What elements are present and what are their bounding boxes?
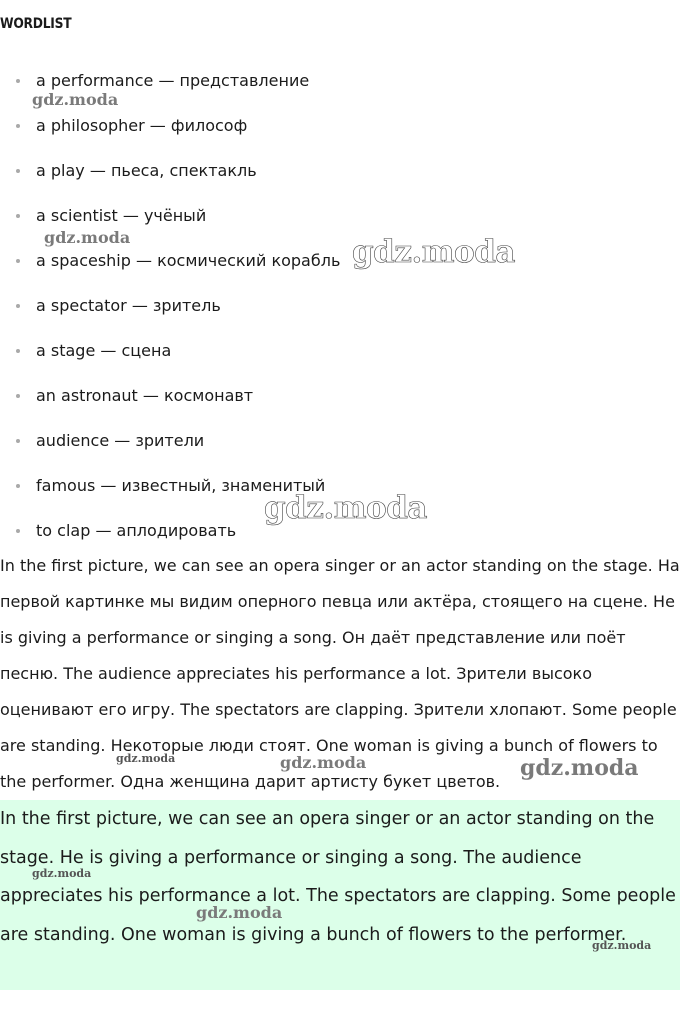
wordlist-item-text: famous — известный, знаменитый <box>36 476 326 495</box>
wordlist-item <box>0 244 680 289</box>
watermark: gdz.moda <box>352 234 515 270</box>
wordlist-item-text: a spaceship — космический корабль <box>36 251 341 270</box>
watermark: gdz.moda <box>32 867 92 880</box>
wordlist-item <box>0 379 680 424</box>
wordlist-item-text: a spectator — зритель <box>36 296 221 315</box>
bullet-icon <box>16 169 20 173</box>
wordlist-item <box>0 64 680 109</box>
watermark: gdz.moda <box>592 939 652 952</box>
wordlist-item-text: an astronaut — космонавт <box>36 386 254 405</box>
bullet-icon <box>16 394 20 398</box>
bullet-icon <box>16 349 20 353</box>
watermark: gdz.moda <box>116 752 176 765</box>
wordlist-item-text: a stage — сцена <box>36 341 172 360</box>
wordlist-item-text: to clap — аплодировать <box>36 521 237 540</box>
wordlist-item-text: a philosopher — философ <box>36 116 248 135</box>
wordlist-heading: WORDLIST <box>0 16 72 32</box>
watermark: gdz.moda <box>264 490 427 526</box>
wordlist-item <box>0 109 680 154</box>
answer-text: In the first picture, we can see an opera singer or an actor standing on the stage. He is giving a performance or singing a song. The audience appreciates his performance a lot. The spectators are clapping. Some people are standing. One woman is giving a bunch of flowers to the performer. <box>0 809 676 945</box>
watermark: gdz.moda <box>280 753 367 772</box>
wordlist-item <box>0 424 680 469</box>
wordlist-item-text: audience — зрители <box>36 431 205 450</box>
wordlist-item-text: a play — пьеса, спектакль <box>36 161 257 180</box>
wordlist-item-text: a scientist — учёный <box>36 206 207 225</box>
wordlist-item <box>0 289 680 334</box>
wordlist-item <box>0 199 680 244</box>
bullet-icon <box>16 214 20 218</box>
watermark: gdz.moda <box>196 903 283 922</box>
bullet-icon <box>16 439 20 443</box>
bullet-icon <box>16 79 20 83</box>
translation-paragraph: In the first picture, we can see an opera singer or an actor standing on the stage. На первой картинке мы видим оперного певца или актёра, стоящего на сцене. He is giving a performance or singing a song. Он даёт представление или поёт песню. The audience appreciates his performance a lot. Зрители высоко оценивают его игру. The spectators are clapping. Зрители хлопают. Some people are standing. Некоторые люди стоят. One woman is giving a bunch of flowers to the performer. Одна женщина дарит артисту букет цветов. <box>0 556 680 791</box>
watermark: gdz.moda <box>520 755 639 781</box>
bullet-icon <box>16 484 20 488</box>
wordlist-item <box>0 334 680 379</box>
bullet-icon <box>16 529 20 533</box>
watermark: gdz.moda <box>32 90 119 109</box>
bullet-icon <box>16 124 20 128</box>
wordlist <box>0 64 680 559</box>
wordlist-item <box>0 469 680 514</box>
watermark: gdz.moda <box>44 228 131 247</box>
answer-box <box>0 800 680 990</box>
wordlist-item-text: a performance — представление <box>36 71 310 90</box>
bullet-icon <box>16 304 20 308</box>
wordlist-item <box>0 154 680 199</box>
bullet-icon <box>16 259 20 263</box>
